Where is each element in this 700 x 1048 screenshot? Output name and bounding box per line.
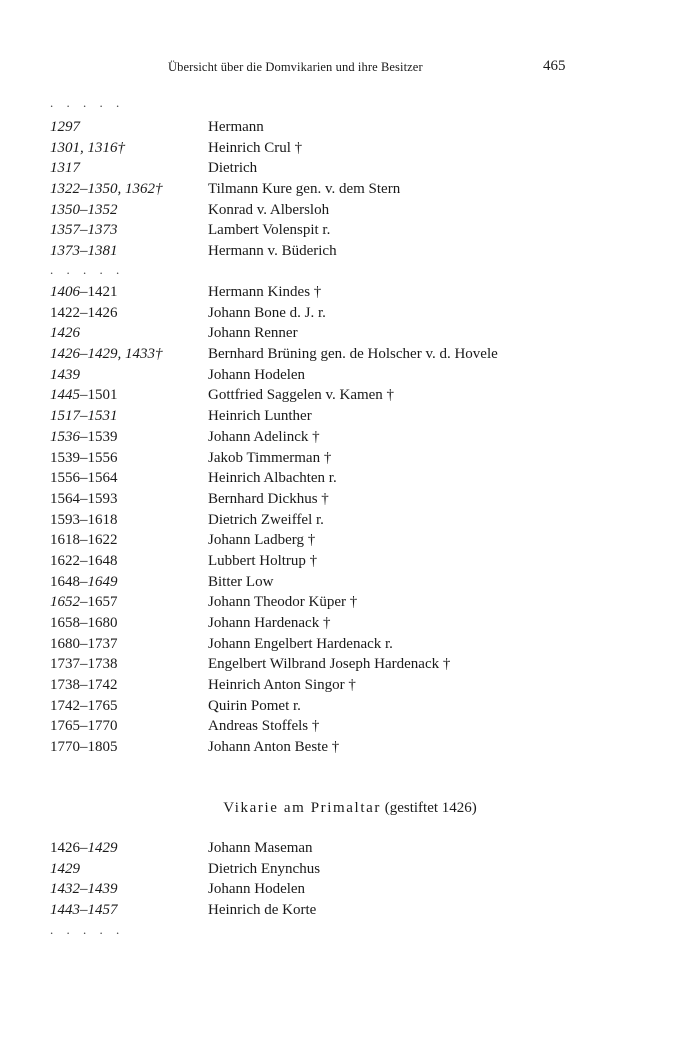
vicar-list-2 <box>50 282 670 758</box>
entry-holder: Johann Bone d. J. r. <box>208 304 326 321</box>
entry-dates <box>50 737 118 758</box>
entry-dates <box>50 572 118 593</box>
running-head: Übersicht über die Domvikarien und ihre Besitzer <box>168 60 423 74</box>
entry-holder: Tilmann Kure gen. v. dem Stern <box>208 181 401 198</box>
list-item <box>50 344 670 365</box>
list-item <box>50 220 670 241</box>
list-item <box>50 200 670 221</box>
entry-holder: Johann Hodelen <box>208 366 306 383</box>
ellipsis-bottom: . . . . . <box>50 922 125 937</box>
list-item <box>50 859 670 880</box>
date-segment: 1652 <box>50 594 80 611</box>
date-segment: 1593–1618 <box>50 511 118 528</box>
entry-dates <box>50 900 118 921</box>
entry-holder: Lubbert Holtrup † <box>208 552 318 569</box>
entry-dates <box>50 510 118 531</box>
entry-holder: Johann Adelinck † <box>208 428 320 445</box>
entry-holder: Hermann <box>208 119 264 135</box>
list-item <box>50 179 670 200</box>
list-item <box>50 138 670 159</box>
date-segment: 1658–1680 <box>50 615 118 631</box>
entry-holder: Andreas Stoffels † <box>208 718 320 735</box>
entry-dates <box>50 859 80 880</box>
entry-dates <box>50 344 163 365</box>
date-segment: 1737–1738 <box>50 656 118 673</box>
date-segment: 1445 <box>50 387 80 404</box>
date-segment: 1429 <box>87 840 118 856</box>
entry-dates <box>50 613 118 634</box>
section-heading <box>0 800 700 817</box>
entry-holder: Johann Hodelen <box>208 881 306 898</box>
list-item <box>50 634 670 655</box>
entry-holder: Dietrich Enynchus <box>208 860 321 877</box>
list-item <box>50 737 670 758</box>
list-item <box>50 696 670 717</box>
list-item <box>50 385 670 406</box>
date-segment: 1426 <box>50 325 80 342</box>
entry-dates <box>50 592 118 613</box>
entry-holder: Gottfried Saggelen v. Kamen † <box>208 387 395 404</box>
date-segment: 1350–1352 <box>50 201 118 218</box>
list-item <box>50 468 670 489</box>
list-item <box>50 303 670 324</box>
entry-holder: Bitter Low <box>208 573 274 590</box>
entry-dates <box>50 530 118 551</box>
date-segment: 1648– <box>50 573 88 590</box>
entry-dates <box>50 448 118 469</box>
date-segment: 1432–1439 <box>50 881 118 898</box>
list-item <box>50 551 670 572</box>
entry-dates <box>50 282 118 303</box>
entry-dates <box>50 675 118 696</box>
entry-holder: Jakob Timmerman † <box>208 449 332 466</box>
date-segment: 1406 <box>50 284 80 300</box>
entry-dates <box>50 303 118 324</box>
entry-holder: Johann Theodor Küper † <box>208 594 358 611</box>
entry-holder: Heinrich Albachten r. <box>208 470 337 487</box>
date-segment: 1556–1564 <box>50 470 118 487</box>
list-item <box>50 241 670 262</box>
date-segment: 1317 <box>50 160 80 177</box>
date-segment: 1373–1381 <box>50 243 118 260</box>
page-number: 465 <box>543 58 566 74</box>
entry-dates <box>50 220 118 241</box>
list-item <box>50 900 670 921</box>
section-heading-rest: (gestiftet 1426) <box>384 800 477 816</box>
list-item <box>50 572 670 593</box>
date-segment: 1738–1742 <box>50 677 118 694</box>
list-item <box>50 592 670 613</box>
entry-holder: Konrad v. Albersloh <box>208 201 330 218</box>
entry-holder: Heinrich Crul † <box>208 139 303 156</box>
date-segment: 1422–1426 <box>50 304 118 321</box>
list-item <box>50 365 670 386</box>
entry-dates <box>50 179 163 200</box>
entry-dates <box>50 634 118 655</box>
entry-dates <box>50 241 118 262</box>
entry-dates <box>50 138 125 159</box>
entry-holder: Heinrich Anton Singor † <box>208 677 356 694</box>
entry-holder: Dietrich <box>208 160 258 177</box>
date-segment: 1539–1556 <box>50 449 118 466</box>
list-item <box>50 489 670 510</box>
entry-dates <box>50 365 80 386</box>
date-segment: 1618–1622 <box>50 532 118 549</box>
entry-holder: Johann Ladberg † <box>208 532 316 549</box>
list-item <box>50 323 670 344</box>
entry-dates <box>50 406 118 427</box>
entry-dates <box>50 117 80 138</box>
list-item <box>50 510 670 531</box>
entry-dates <box>50 323 80 344</box>
date-segment: 1426– <box>50 840 88 856</box>
list-item <box>50 117 670 138</box>
entry-holder: Bernhard Brüning gen. de Holscher v. d. Hovele <box>208 346 498 363</box>
date-segment: –1501 <box>80 387 118 404</box>
list-item <box>50 406 670 427</box>
date-segment: 1742–1765 <box>50 697 118 714</box>
date-segment: –1657 <box>80 594 118 611</box>
entry-dates <box>50 200 118 221</box>
entry-dates <box>50 468 118 489</box>
list-item <box>50 675 670 696</box>
entry-holder: Heinrich de Korte <box>208 902 317 919</box>
list-item <box>50 838 670 859</box>
entry-dates <box>50 551 118 572</box>
entry-holder: Hermann Kindes † <box>208 284 322 300</box>
date-segment: 1297 <box>50 119 80 135</box>
entry-dates <box>50 716 118 737</box>
entry-holder: Dietrich Zweiffel r. <box>208 511 324 528</box>
entry-holder: Johann Hardenack † <box>208 615 331 631</box>
list-item <box>50 654 670 675</box>
date-segment: 1426–1429, 1433† <box>50 346 163 363</box>
date-segment: 1680–1737 <box>50 635 118 652</box>
date-segment: –1421 <box>80 284 118 300</box>
entry-dates <box>50 696 118 717</box>
list-item <box>50 716 670 737</box>
vicar-list-1 <box>50 117 670 262</box>
date-segment: 1301, 1316† <box>50 139 125 156</box>
entry-dates <box>50 158 80 179</box>
date-segment: 1765–1770 <box>50 718 118 735</box>
entry-holder: Hermann v. Büderich <box>208 243 337 260</box>
list-item <box>50 282 670 303</box>
list-item <box>50 879 670 900</box>
date-segment: 1322–1350, 1362† <box>50 181 163 198</box>
ellipsis-top: . . . . . <box>50 95 125 110</box>
list-item <box>50 448 670 469</box>
date-segment: 1439 <box>50 366 80 383</box>
section-heading-spaced: Vikarie am Primaltar <box>223 800 381 816</box>
list-item <box>50 530 670 551</box>
ellipsis-middle: . . . . . <box>50 262 125 277</box>
entry-dates <box>50 838 118 859</box>
date-segment: 1536 <box>50 428 80 445</box>
date-segment: 1622–1648 <box>50 552 118 569</box>
date-segment: 1429 <box>50 860 80 877</box>
list-item <box>50 427 670 448</box>
date-segment: –1539 <box>80 428 118 445</box>
entry-holder: Johann Anton Beste † <box>208 739 340 756</box>
date-segment: 1649 <box>87 573 118 590</box>
entry-holder: Johann Maseman <box>208 840 313 856</box>
vicar-list-3 <box>50 838 670 921</box>
entry-holder: Bernhard Dickhus † <box>208 490 329 507</box>
date-segment: 1770–1805 <box>50 739 118 756</box>
entry-holder: Lambert Volenspit r. <box>208 222 331 239</box>
date-segment: 1357–1373 <box>50 222 118 239</box>
entry-holder: Heinrich Lunther <box>208 408 312 425</box>
entry-dates <box>50 385 118 406</box>
date-segment: 1443–1457 <box>50 902 118 919</box>
date-segment: 1517–1531 <box>50 408 118 425</box>
entry-dates <box>50 427 118 448</box>
entry-dates <box>50 489 118 510</box>
entry-dates <box>50 654 118 675</box>
list-item <box>50 158 670 179</box>
date-segment: 1564–1593 <box>50 490 118 507</box>
entry-dates <box>50 879 118 900</box>
entry-holder: Johann Engelbert Hardenack r. <box>208 635 393 652</box>
entry-holder: Engelbert Wilbrand Joseph Hardenack † <box>208 656 451 673</box>
entry-holder: Johann Renner <box>208 325 298 342</box>
list-item <box>50 613 670 634</box>
entry-holder: Quirin Pomet r. <box>208 697 301 714</box>
